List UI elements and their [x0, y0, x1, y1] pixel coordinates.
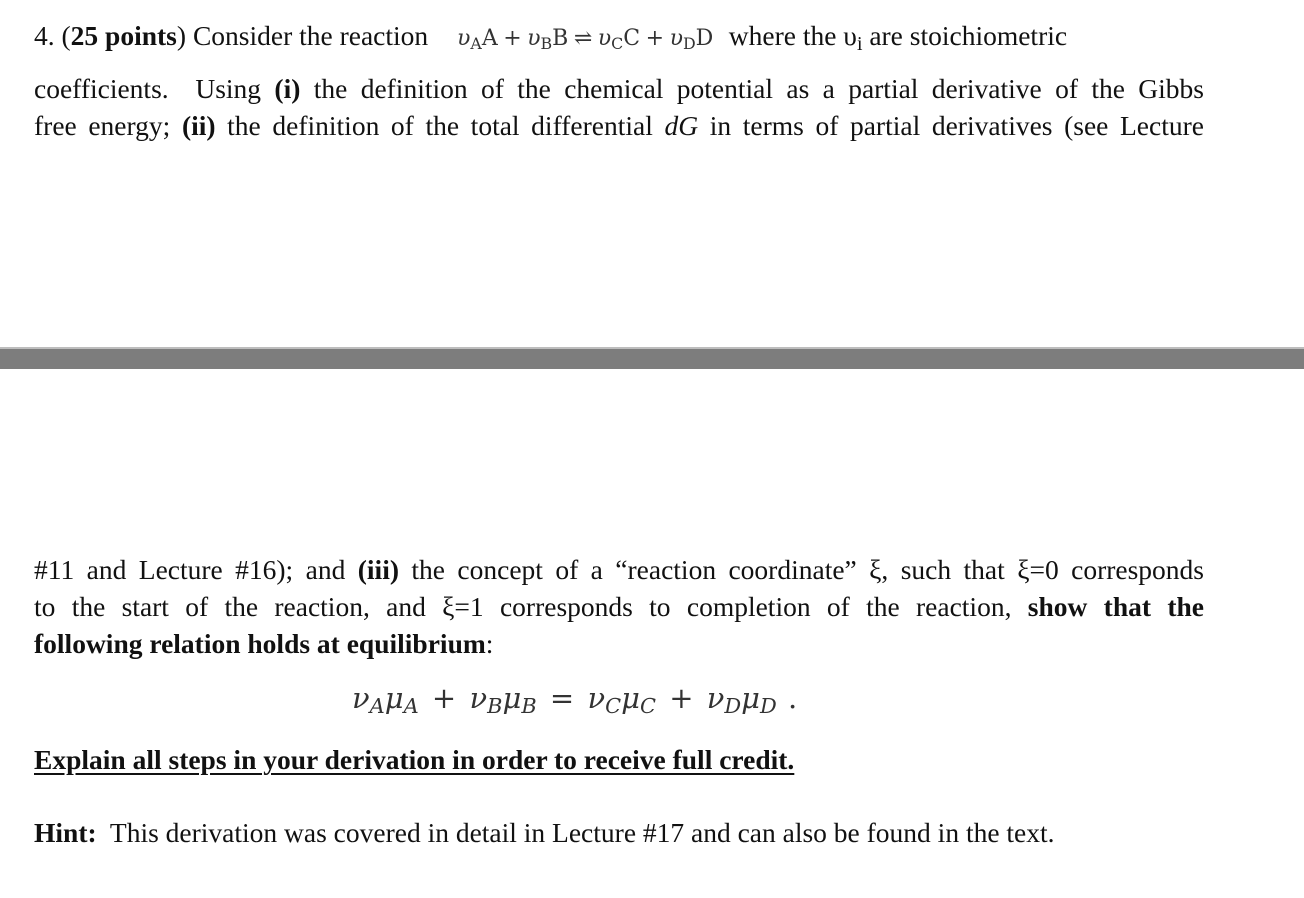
points-close: ) [176, 20, 187, 51]
points-label: 25 points [70, 20, 177, 51]
hint-line [34, 816, 1204, 850]
nu-c: υ [597, 26, 612, 51]
eq-nu-b-subscript: B [487, 694, 503, 719]
explain-instruction: Explain all steps in your derivation in order to receive full credit. [34, 744, 795, 775]
eq-mu-c-subscript: C [639, 694, 656, 719]
species-d: D [695, 26, 714, 51]
line4-text-a: #11 and Lecture #16); and [34, 554, 358, 585]
eq-mu-d-subscript: D [760, 694, 777, 719]
hint-label: Hint: [34, 817, 97, 848]
eq-period: . [788, 681, 798, 715]
line1-tail [728, 20, 1068, 55]
hint-text: This derivation was covered in detail in Lecture #17 and can also be found in the text. [96, 817, 1055, 848]
reaction-plus-2: + [645, 26, 665, 51]
intro-text: Consider the reaction [192, 20, 429, 51]
equilibrium-equation [352, 680, 797, 724]
line5-text-a: to the start of the reaction, and ξ=1 corresponds to completion of the reaction, [34, 591, 1028, 622]
total-differential-dg: dG [664, 110, 699, 141]
problem-number: 4. [34, 20, 55, 51]
eq-plus-2: + [669, 681, 694, 715]
eq-mu-b: μ [502, 681, 522, 715]
line3-text-c: in terms of partial derivatives (see Lecture [698, 110, 1204, 141]
eq-mu-a-subscript: A [403, 694, 419, 719]
reaction-equation [457, 25, 719, 53]
line1-tail-text-2: are stoichiometric [862, 20, 1068, 51]
eq-nu-a-subscript: A [369, 694, 385, 719]
eq-mu-d: μ [741, 681, 760, 715]
line4-text-b: the concept of a “reaction coordinate” ξ, such that ξ=0 corresponds [399, 554, 1205, 585]
eq-equals: = [549, 681, 575, 715]
explain-line [34, 743, 1204, 777]
species-c: C [623, 26, 641, 51]
item-ii-label: (ii) [181, 110, 216, 141]
equilibrium-arrow: ⇌ [573, 26, 593, 51]
line3-text-b: the definition of the total differential [215, 110, 665, 141]
eq-nu-c-subscript: C [605, 694, 622, 719]
line1-tail-subscript: i [856, 32, 863, 55]
eq-mu-b-subscript: B [521, 694, 537, 719]
line2-text-a: coefficients. Using [34, 73, 275, 104]
line2-text-b: the definition of the chemical potential as a partial derivative of the Gibbs [300, 73, 1205, 104]
nu-d: υ [669, 26, 683, 51]
item-i-label: (i) [274, 73, 301, 104]
nu-d-subscript: D [682, 33, 696, 53]
problem-line-5 [34, 590, 1204, 624]
nu-a-subscript: A [470, 33, 482, 53]
line3-text-a: free energy; [34, 110, 182, 141]
nu-b-subscript: B [540, 33, 553, 53]
nu-a: υ [457, 26, 471, 51]
line6-colon: : [485, 628, 494, 659]
eq-mu-c: μ [621, 681, 640, 715]
line6-bold-text: following relation holds at equilibrium [34, 628, 486, 659]
eq-nu-b: ν [469, 681, 488, 715]
problem-line-1 [34, 19, 1204, 61]
line5-bold-text: show that the [1027, 591, 1205, 622]
line1-tail-text: where the υ [728, 20, 857, 51]
eq-mu-a: μ [384, 681, 404, 715]
item-iii-label: (iii) [357, 554, 399, 585]
page-break-divider [0, 347, 1304, 369]
eq-nu-d-subscript: D [724, 694, 742, 719]
eq-nu-c: ν [587, 681, 606, 715]
nu-c-subscript: C [611, 33, 624, 53]
species-a: A [481, 26, 498, 51]
species-b: B [552, 26, 569, 51]
nu-b: υ [527, 26, 541, 51]
points-open: ( [61, 20, 71, 51]
problem-line-6 [34, 627, 1204, 661]
problem-line-3 [34, 109, 1204, 143]
eq-nu-a: ν [352, 681, 370, 715]
eq-nu-d: ν [706, 681, 725, 715]
reaction-plus-1: + [503, 26, 522, 51]
problem-line-4 [34, 553, 1204, 587]
problem-line-2 [34, 72, 1204, 106]
eq-plus-1: + [431, 681, 457, 715]
